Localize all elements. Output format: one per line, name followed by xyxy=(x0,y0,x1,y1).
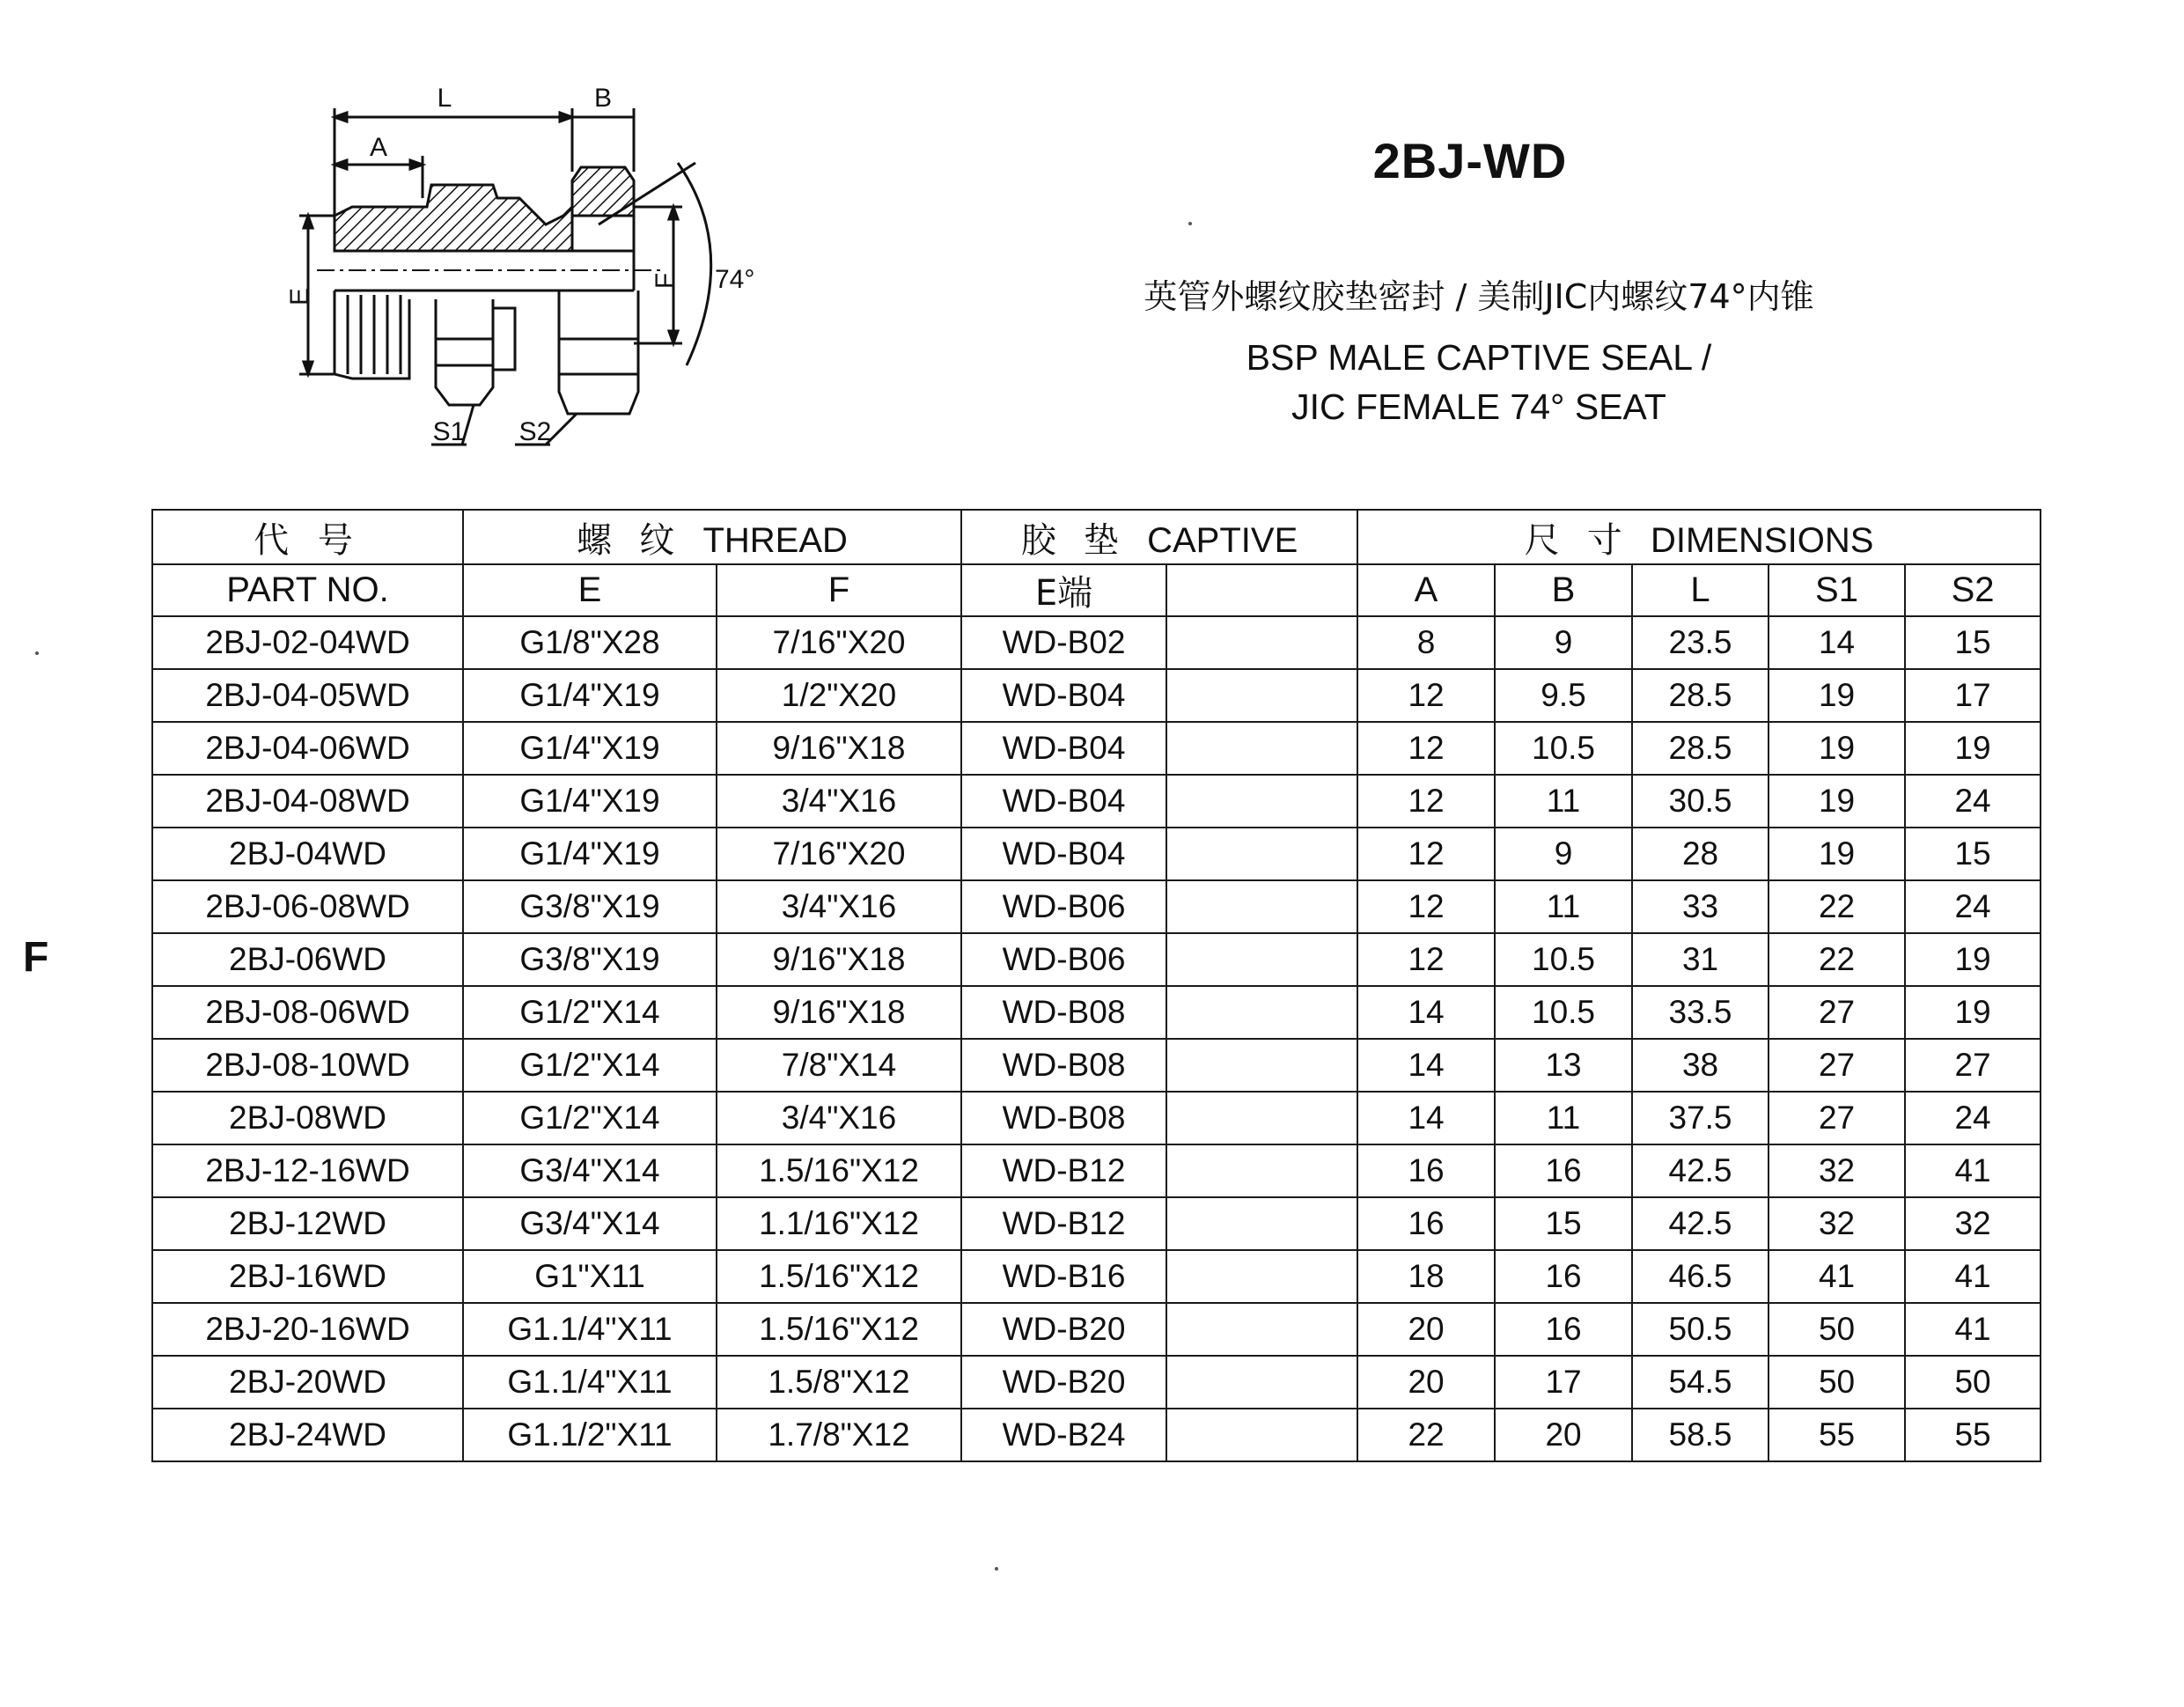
header-part-no: PART NO. xyxy=(152,564,463,616)
cell-part: 2BJ-08WD xyxy=(152,1092,463,1144)
cell-captive: WD-B04 xyxy=(961,722,1166,775)
cell-captive: WD-B06 xyxy=(961,880,1166,933)
cell-e: G1.1/4"X11 xyxy=(463,1356,717,1409)
cell-s1: 27 xyxy=(1769,1039,1905,1092)
cell-l: 28.5 xyxy=(1632,722,1769,775)
cell-part: 2BJ-08-10WD xyxy=(152,1039,463,1092)
dim-label-f: F xyxy=(651,272,680,290)
cell-b: 9 xyxy=(1495,616,1632,669)
cell-captive: WD-B08 xyxy=(961,986,1166,1039)
dim-label-a: A xyxy=(369,133,388,162)
cell-f: 1.5/16"X12 xyxy=(717,1303,961,1356)
cell-captive: WD-B24 xyxy=(961,1409,1166,1461)
cell-l: 38 xyxy=(1632,1039,1769,1092)
cell-s1: 19 xyxy=(1769,722,1905,775)
cell-extra xyxy=(1166,1197,1357,1250)
cell-a: 16 xyxy=(1357,1144,1495,1197)
header-captive-cn: 胶 垫 xyxy=(1020,520,1128,560)
fitting-section-drawing xyxy=(282,75,810,462)
cell-s1: 50 xyxy=(1769,1356,1905,1409)
cell-part: 2BJ-16WD xyxy=(152,1250,463,1303)
cell-extra xyxy=(1166,828,1357,880)
cell-s2: 17 xyxy=(1905,669,2041,722)
fitting-outline xyxy=(299,108,711,445)
cell-s2: 55 xyxy=(1905,1409,2041,1461)
cell-b: 11 xyxy=(1495,775,1632,828)
cell-a: 14 xyxy=(1357,1039,1495,1092)
cell-s2: 24 xyxy=(1905,880,2041,933)
cell-b: 10.5 xyxy=(1495,986,1632,1039)
cell-e: G1/4"X19 xyxy=(463,828,717,880)
cell-captive: WD-B12 xyxy=(961,1144,1166,1197)
table-row xyxy=(152,722,2041,775)
cell-b: 9 xyxy=(1495,828,1632,880)
cell-s1: 19 xyxy=(1769,775,1905,828)
cell-l: 30.5 xyxy=(1632,775,1769,828)
header-captive xyxy=(961,510,1357,564)
cell-extra xyxy=(1166,986,1357,1039)
cell-part: 2BJ-20-16WD xyxy=(152,1303,463,1356)
cell-b: 16 xyxy=(1495,1250,1632,1303)
cell-extra xyxy=(1166,775,1357,828)
cell-s1: 50 xyxy=(1769,1303,1905,1356)
cell-f: 3/4"X16 xyxy=(717,1092,961,1144)
table-body xyxy=(152,616,2041,1461)
cell-captive: WD-B02 xyxy=(961,616,1166,669)
cell-part: 2BJ-24WD xyxy=(152,1409,463,1461)
cell-s2: 19 xyxy=(1905,722,2041,775)
cell-f: 9/16"X18 xyxy=(717,933,961,986)
cell-part: 2BJ-04-08WD xyxy=(152,775,463,828)
cell-part: 2BJ-20WD xyxy=(152,1356,463,1409)
table-row xyxy=(152,1409,2041,1461)
cell-b: 17 xyxy=(1495,1356,1632,1409)
cell-a: 14 xyxy=(1357,1092,1495,1144)
cell-extra xyxy=(1166,1356,1357,1409)
cell-f: 1/2"X20 xyxy=(717,669,961,722)
cell-s2: 41 xyxy=(1905,1144,2041,1197)
header-dimensions-en: DIMENSIONS xyxy=(1651,520,1874,560)
cell-extra xyxy=(1166,722,1357,775)
header-dimensions xyxy=(1357,510,2041,564)
cell-captive: WD-B20 xyxy=(961,1303,1166,1356)
cell-part: 2BJ-08-06WD xyxy=(152,986,463,1039)
cell-extra xyxy=(1166,1144,1357,1197)
cell-s2: 15 xyxy=(1905,616,2041,669)
table-row xyxy=(152,828,2041,880)
cell-f: 7/8"X14 xyxy=(717,1039,961,1092)
header-e-end: E端 xyxy=(961,564,1166,616)
scan-speck xyxy=(995,1567,998,1571)
cell-s1: 19 xyxy=(1769,828,1905,880)
cell-s2: 15 xyxy=(1905,828,2041,880)
cell-e: G1"X11 xyxy=(463,1250,717,1303)
cell-part: 2BJ-04WD xyxy=(152,828,463,880)
subtitle-chinese: 英管外螺纹胶垫密封 / 美制JIC内螺纹74°内锥 xyxy=(1143,277,1814,316)
cell-extra xyxy=(1166,880,1357,933)
cell-l: 54.5 xyxy=(1632,1356,1769,1409)
cell-extra xyxy=(1166,1092,1357,1144)
cell-b: 10.5 xyxy=(1495,722,1632,775)
cell-part: 2BJ-06-08WD xyxy=(152,880,463,933)
cell-b: 20 xyxy=(1495,1409,1632,1461)
cell-l: 46.5 xyxy=(1632,1250,1769,1303)
cell-a: 18 xyxy=(1357,1250,1495,1303)
cell-s1: 55 xyxy=(1769,1409,1905,1461)
cell-part: 2BJ-04-05WD xyxy=(152,669,463,722)
cell-s1: 32 xyxy=(1769,1197,1905,1250)
cell-captive: WD-B04 xyxy=(961,775,1166,828)
table-row xyxy=(152,880,2041,933)
cell-l: 33 xyxy=(1632,880,1769,933)
cell-e: G1.1/2"X11 xyxy=(463,1409,717,1461)
header-thread-en: THREAD xyxy=(702,520,848,560)
cell-f: 7/16"X20 xyxy=(717,828,961,880)
cell-b: 16 xyxy=(1495,1303,1632,1356)
cell-b: 10.5 xyxy=(1495,933,1632,986)
cell-a: 20 xyxy=(1357,1303,1495,1356)
scan-speck xyxy=(1188,222,1192,225)
cell-a: 16 xyxy=(1357,1197,1495,1250)
cell-a: 12 xyxy=(1357,722,1495,775)
cell-f: 1.7/8"X12 xyxy=(717,1409,961,1461)
table-row xyxy=(152,1356,2041,1409)
table-row xyxy=(152,1039,2041,1092)
header-captive-en: CAPTIVE xyxy=(1147,520,1298,560)
cell-captive: WD-B04 xyxy=(961,828,1166,880)
cell-e: G3/8"X19 xyxy=(463,933,717,986)
cell-s1: 22 xyxy=(1769,933,1905,986)
cell-extra xyxy=(1166,933,1357,986)
cell-a: 12 xyxy=(1357,828,1495,880)
cell-s1: 41 xyxy=(1769,1250,1905,1303)
cell-s2: 27 xyxy=(1905,1039,2041,1092)
cell-a: 20 xyxy=(1357,1356,1495,1409)
header-f: F xyxy=(717,564,961,616)
table-row xyxy=(152,669,2041,722)
cell-f: 1.5/16"X12 xyxy=(717,1250,961,1303)
cell-f: 3/4"X16 xyxy=(717,775,961,828)
cell-e: G3/8"X19 xyxy=(463,880,717,933)
cell-b: 11 xyxy=(1495,1092,1632,1144)
cell-part: 2BJ-06WD xyxy=(152,933,463,986)
cell-part: 2BJ-02-04WD xyxy=(152,616,463,669)
dimensions-table xyxy=(151,509,2041,1462)
header-e: E xyxy=(463,564,717,616)
header-a: A xyxy=(1357,564,1495,616)
dim-label-b: B xyxy=(593,84,613,113)
cell-s1: 27 xyxy=(1769,986,1905,1039)
cell-a: 14 xyxy=(1357,986,1495,1039)
subtitle-english-line1: BSP MALE CAPTIVE SEAL / xyxy=(1246,337,1712,378)
cell-s2: 41 xyxy=(1905,1303,2041,1356)
cell-l: 58.5 xyxy=(1632,1409,1769,1461)
cell-b: 13 xyxy=(1495,1039,1632,1092)
scan-speck xyxy=(35,651,39,655)
dim-label-angle: 74° xyxy=(715,265,755,294)
header-thread-cn: 螺 纹 xyxy=(577,520,684,560)
cell-captive: WD-B20 xyxy=(961,1356,1166,1409)
cell-f: 1.1/16"X12 xyxy=(717,1197,961,1250)
table-row xyxy=(152,1303,2041,1356)
cell-l: 31 xyxy=(1632,933,1769,986)
cell-b: 9.5 xyxy=(1495,669,1632,722)
table-row xyxy=(152,1144,2041,1197)
header-b: B xyxy=(1495,564,1632,616)
cell-e: G1/4"X19 xyxy=(463,669,717,722)
table-row xyxy=(152,986,2041,1039)
cell-l: 28 xyxy=(1632,828,1769,880)
cell-f: 9/16"X18 xyxy=(717,986,961,1039)
cell-captive: WD-B12 xyxy=(961,1197,1166,1250)
cell-e: G1.1/4"X11 xyxy=(463,1303,717,1356)
cell-e: G3/4"X14 xyxy=(463,1197,717,1250)
cell-a: 8 xyxy=(1357,616,1495,669)
cell-extra xyxy=(1166,1250,1357,1303)
cell-e: G1/2"X14 xyxy=(463,1092,717,1144)
cell-f: 7/16"X20 xyxy=(717,616,961,669)
cell-s2: 24 xyxy=(1905,1092,2041,1144)
cell-f: 3/4"X16 xyxy=(717,880,961,933)
cell-s2: 24 xyxy=(1905,775,2041,828)
cell-s2: 41 xyxy=(1905,1250,2041,1303)
cell-s1: 19 xyxy=(1769,669,1905,722)
cell-l: 28.5 xyxy=(1632,669,1769,722)
cell-b: 16 xyxy=(1495,1144,1632,1197)
cell-e: G1/4"X19 xyxy=(463,722,717,775)
cell-s1: 32 xyxy=(1769,1144,1905,1197)
header-part-cn: 代 号 xyxy=(152,510,463,564)
table-row xyxy=(152,1197,2041,1250)
cell-part: 2BJ-12-16WD xyxy=(152,1144,463,1197)
cell-f: 1.5/16"X12 xyxy=(717,1144,961,1197)
cell-s1: 14 xyxy=(1769,616,1905,669)
header-extra xyxy=(1166,564,1357,616)
cell-l: 42.5 xyxy=(1632,1197,1769,1250)
dim-label-e: E xyxy=(285,287,314,306)
part-code-title: 2BJ-WD xyxy=(1372,133,1568,188)
header-s2: S2 xyxy=(1905,564,2041,616)
cell-e: G1/4"X19 xyxy=(463,775,717,828)
cell-captive: WD-B04 xyxy=(961,669,1166,722)
cell-captive: WD-B08 xyxy=(961,1039,1166,1092)
cell-extra xyxy=(1166,616,1357,669)
cell-a: 12 xyxy=(1357,933,1495,986)
cell-captive: WD-B06 xyxy=(961,933,1166,986)
header-l: L xyxy=(1632,564,1769,616)
cell-captive: WD-B16 xyxy=(961,1250,1166,1303)
cell-e: G1/8"X28 xyxy=(463,616,717,669)
cell-l: 33.5 xyxy=(1632,986,1769,1039)
cell-captive: WD-B08 xyxy=(961,1092,1166,1144)
dim-label-s2: S2 xyxy=(518,417,552,446)
subtitle-english-line2: JIC FEMALE 74° SEAT xyxy=(1291,386,1666,427)
cell-e: G1/2"X14 xyxy=(463,986,717,1039)
header-s1: S1 xyxy=(1769,564,1905,616)
cell-s2: 50 xyxy=(1905,1356,2041,1409)
table-row xyxy=(152,933,2041,986)
cell-a: 12 xyxy=(1357,669,1495,722)
cell-l: 23.5 xyxy=(1632,616,1769,669)
table-row xyxy=(152,1092,2041,1144)
cell-s2: 19 xyxy=(1905,986,2041,1039)
cell-l: 37.5 xyxy=(1632,1092,1769,1144)
cell-b: 15 xyxy=(1495,1197,1632,1250)
cell-l: 42.5 xyxy=(1632,1144,1769,1197)
cell-extra xyxy=(1166,1303,1357,1356)
cell-f: 9/16"X18 xyxy=(717,722,961,775)
cell-e: G1/2"X14 xyxy=(463,1039,717,1092)
header-thread xyxy=(463,510,961,564)
cell-part: 2BJ-04-06WD xyxy=(152,722,463,775)
cell-extra xyxy=(1166,1039,1357,1092)
cell-extra xyxy=(1166,669,1357,722)
header-dimensions-cn: 尺 寸 xyxy=(1524,520,1631,560)
table-row xyxy=(152,616,2041,669)
dim-label-l: L xyxy=(437,84,452,113)
cell-s2: 32 xyxy=(1905,1197,2041,1250)
table-row xyxy=(152,775,2041,828)
cell-f: 1.5/8"X12 xyxy=(717,1356,961,1409)
dim-label-s1: S1 xyxy=(432,417,466,446)
table-row xyxy=(152,1250,2041,1303)
cell-a: 22 xyxy=(1357,1409,1495,1461)
cell-b: 11 xyxy=(1495,880,1632,933)
cell-s1: 27 xyxy=(1769,1092,1905,1144)
page-section-letter: F xyxy=(23,934,49,981)
cell-s2: 19 xyxy=(1905,933,2041,986)
cell-e: G3/4"X14 xyxy=(463,1144,717,1197)
cell-s1: 22 xyxy=(1769,880,1905,933)
cell-extra xyxy=(1166,1409,1357,1461)
cell-l: 50.5 xyxy=(1632,1303,1769,1356)
cell-a: 12 xyxy=(1357,775,1495,828)
cell-part: 2BJ-12WD xyxy=(152,1197,463,1250)
cell-a: 12 xyxy=(1357,880,1495,933)
